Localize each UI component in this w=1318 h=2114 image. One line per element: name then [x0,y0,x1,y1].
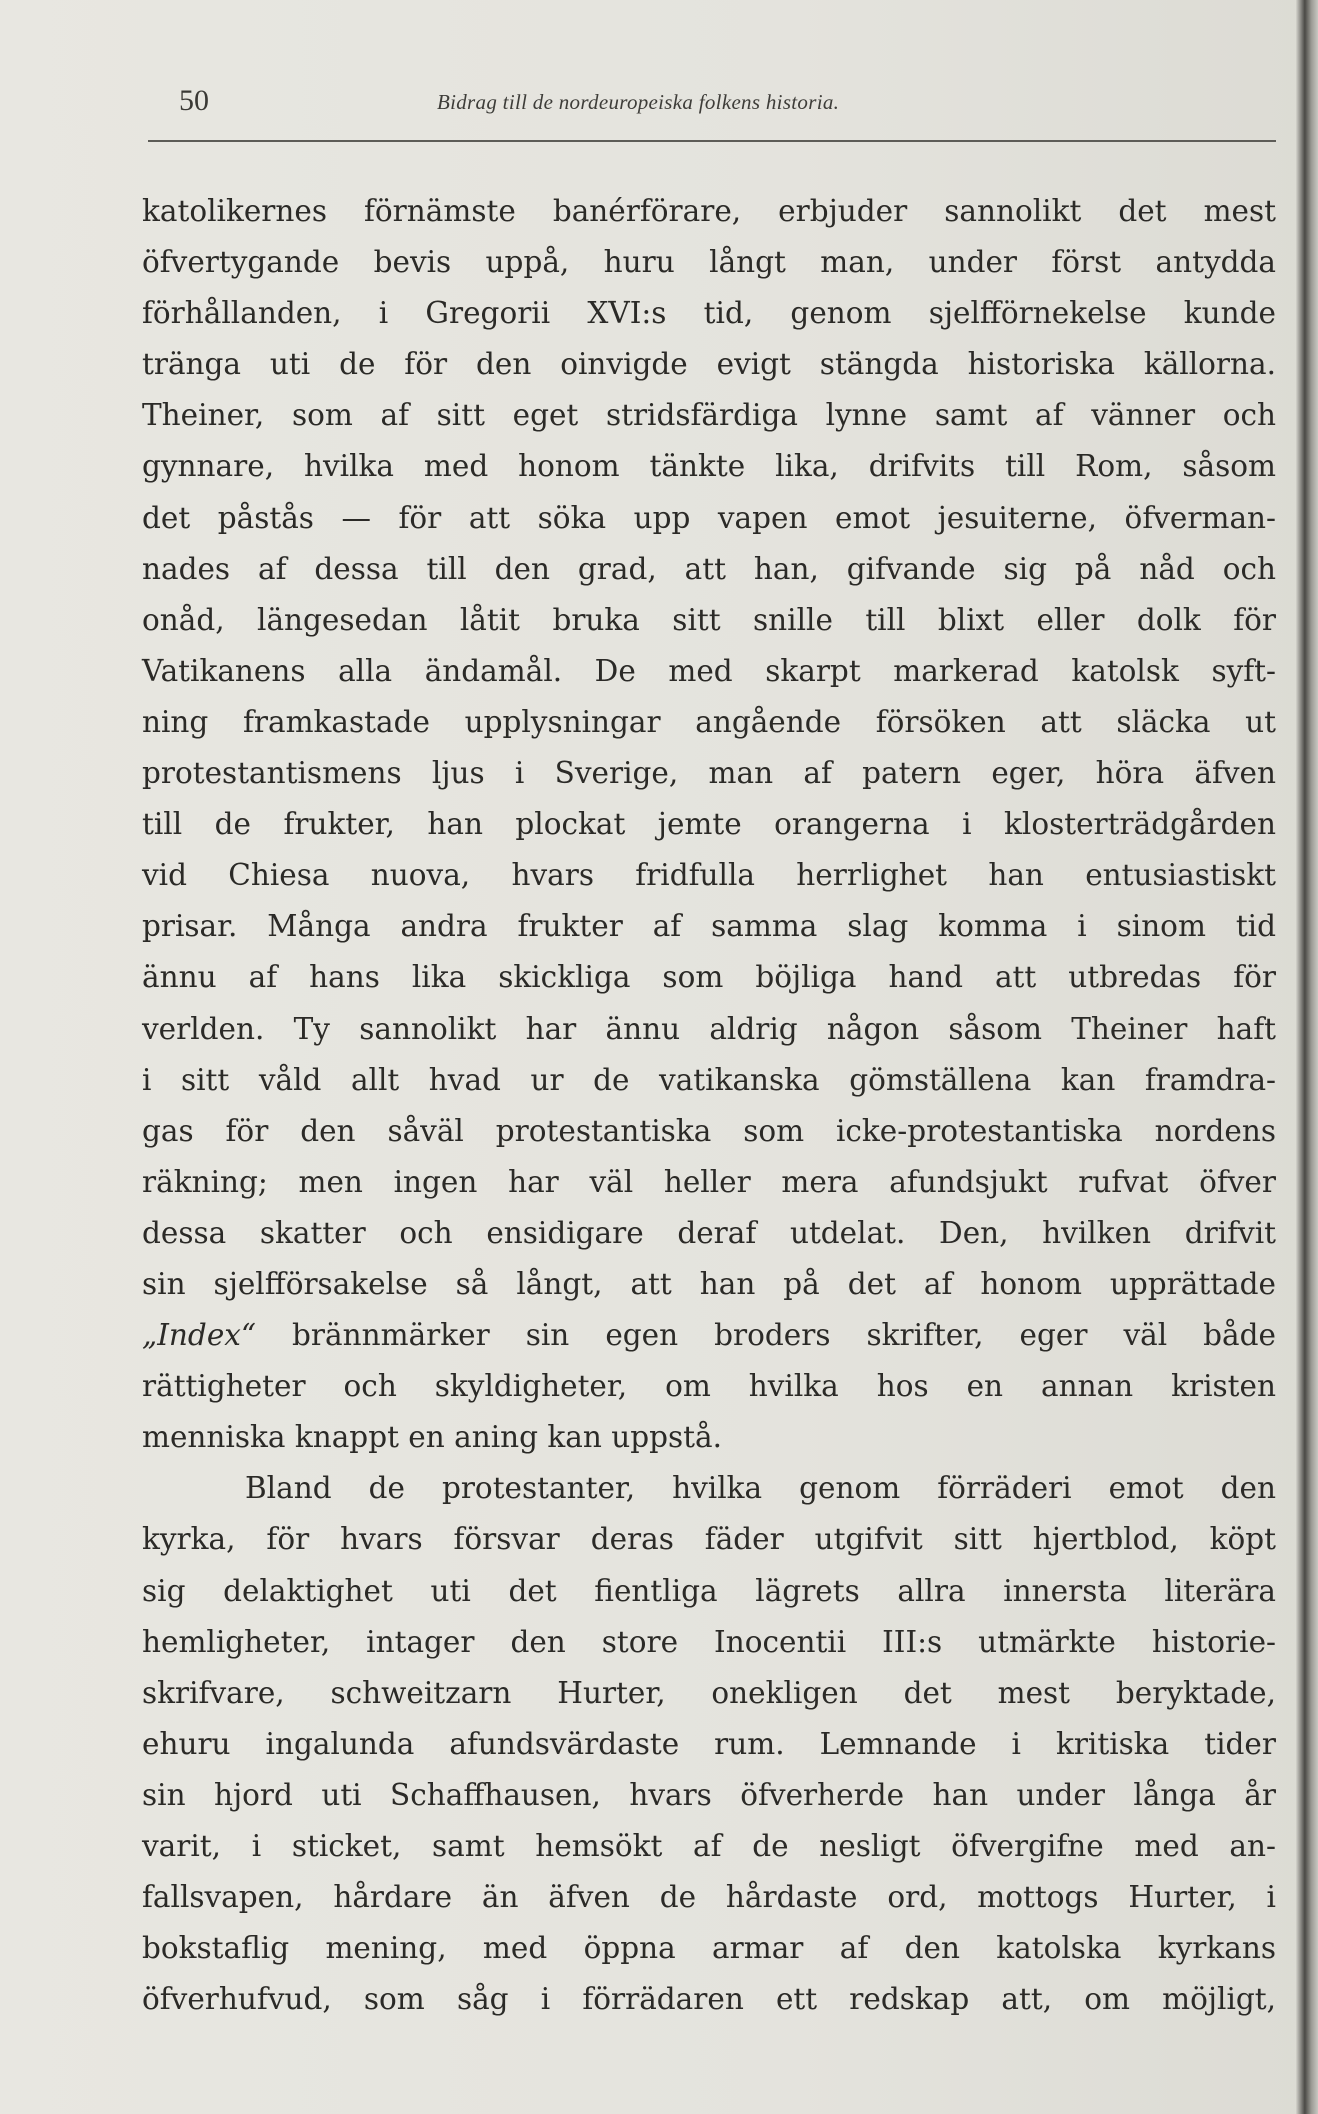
text-line: varit, i sticket, samt hemsökt af de nesligt öfvergifne med an- [142,1829,1276,1863]
text-line: dessa skatter och ensidigare deraf utdelat. Den, hvilken drifvit [142,1215,1276,1250]
text-line: rättigheter och skyldigheter, om hvilka hos en annan kristen [142,1369,1276,1404]
text-line: nades af dessa till den grad, att han, gifvande sig på nåd och [142,551,1276,586]
text-line: prisar. Många andra frukter af samma slag komma i sinom tid [142,909,1276,944]
text-line: gas för den såväl protestantiska som icke-protestantiska nordens [142,1113,1276,1148]
text-line: onåd, längesedan låtit bruka sitt snille till blixt eller dolk för [142,602,1276,637]
index-italic-word: „Index“ [142,1318,256,1353]
text-line: bokstaflig mening, med öppna armar af den katolska kyrkans [142,1931,1276,1966]
text-line: förhållanden, i Gregorii XVI:s tid, genom sjelfförnekelse kunde [142,296,1276,331]
text-line: sin hjord uti Schaffhausen, hvars öfverherde han under långa år [142,1777,1276,1812]
body-text [142,186,1276,2025]
text-line: skrifvare, schweitzarn Hurter, onekligen det mest beryktade, [142,1675,1276,1710]
running-head [175,84,1275,124]
text-line: räkning; men ingen har väl heller mera afundsjukt rufvat öfver [142,1164,1276,1199]
text-line: katolikernes förnämste banérförare, erbjuder sannolikt det mest [142,194,1276,228]
paragraph-start-line: Bland de protestanter, hvilka genom förräderi emot den [245,1471,1276,1506]
header-rule [148,140,1276,142]
text-line: hemligheter, intager den store Inocentii III:s utmärkte historie- [142,1624,1276,1659]
text-line: till de frukter, han plockat jemte orangerna i klosterträdgården [142,807,1276,842]
text-line: fallsvapen, hårdare än äfven de hårdaste ord, mottogs Hurter, i [142,1880,1276,1915]
text-line: kyrka, för hvars försvar deras fäder utgifvit sitt hjertblod, köpt [142,1522,1276,1557]
page-number: 50 [179,84,209,117]
text-line: sig delaktighet uti det fientliga lägrets allra innersta literära [142,1573,1276,1608]
text-line: „Index“ brännmärker sin egen broders skrifter, eger väl både [142,1318,1276,1353]
running-title: Bidrag till de nordeuropeiska folkens historia. [437,90,840,114]
text-line: protestantismens ljus i Sverige, man af patern eger, höra äfven [142,756,1276,791]
text-line: tränga uti de för den oinvigde evigt stängda historiska källorna. [142,347,1276,382]
text-line: öfverhufvud, som såg i förrädaren ett redskap att, om möjligt, [142,1982,1276,2017]
paragraph-end-line: menniska knappt en aning kan uppstå. [142,1420,722,1455]
text-line: sin sjelfförsakelse så långt, att han på det af honom upprättade [142,1266,1276,1301]
page-binding-edge [1296,0,1318,2114]
text-line: Vatikanens alla ändamål. De med skarpt markerad katolsk syft- [142,653,1276,688]
text-line: ehuru ingalunda afundsvärdaste rum. Lemnande i kritiska tider [142,1726,1276,1761]
text-line: i sitt våld allt hvad ur de vatikanska gömställena kan framdra- [142,1062,1276,1097]
text-line: ning framkastade upplysningar angående försöken att släcka ut [142,704,1276,739]
text-line: vid Chiesa nuova, hvars fridfulla herrlighet han entusiastiskt [142,858,1276,893]
text-line: det påstås — för att söka upp vapen emot jesuiterne, öfverman- [142,500,1276,535]
text-line: öfvertygande bevis uppå, huru långt man, under först antydda [142,245,1276,280]
text-line: gynnare, hvilka med honom tänkte lika, drifvits till Rom, såsom [142,449,1276,484]
text-line: Theiner, som af sitt eget stridsfärdiga lynne samt af vänner och [142,398,1276,433]
text-line: ännu af hans lika skickliga som böjliga hand att utbredas för [142,960,1276,995]
text-line: verlden. Ty sannolikt har ännu aldrig någon såsom Theiner haft [142,1011,1276,1046]
